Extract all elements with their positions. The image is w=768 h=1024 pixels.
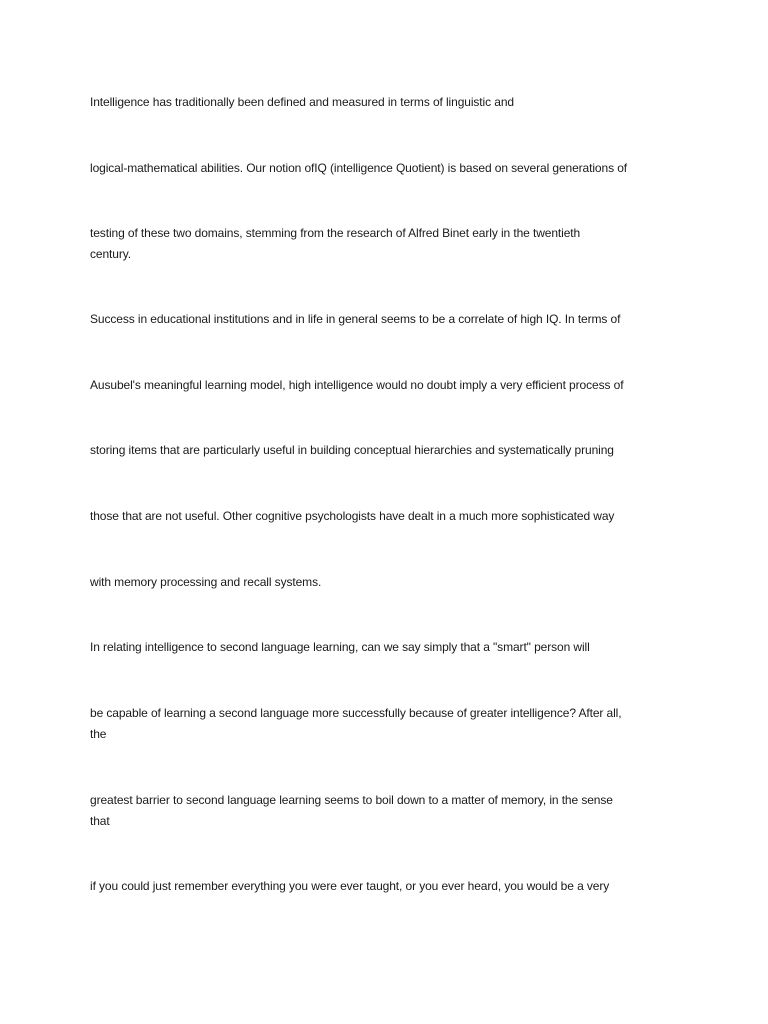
text-line-4: Success in educational institutions and in life in general seems to be a correlate of high IQ. In terms of (90, 312, 621, 326)
text-line-8: with memory processing and recall systems. (90, 575, 322, 589)
text-line-3: testing of these two domains, stemming from the research of Alfred Binet early in the twentieth century. (90, 226, 581, 261)
text-line-12: if you could just remember everything you were ever taught, or you ever heard, you would be a very (90, 879, 610, 893)
text-line-2: logical-mathematical abilities. Our notion ofIQ (intelligence Quotient) is based on several generations of (90, 161, 628, 175)
text-line-9: In relating intelligence to second language learning, can we say simply that a "smart" person will (90, 640, 590, 654)
text-line-7: those that are not useful. Other cognitive psychologists have dealt in a much more sophisticated way (90, 509, 615, 523)
text-line-6: storing items that are particularly useful in building conceptual hierarchies and systematically pruning (90, 443, 614, 457)
text-line-5: Ausubel's meaningful learning model, high intelligence would no doubt imply a very efficient process of (90, 378, 624, 392)
text-line-1: Intelligence has traditionally been defined and measured in terms of linguistic and (90, 95, 514, 109)
text-line-11: greatest barrier to second language learning seems to boil down to a matter of memory, in the sense that (90, 793, 613, 828)
text-line-10: be capable of learning a second language more successfully because of greater intelligence? After all, the (90, 706, 622, 741)
